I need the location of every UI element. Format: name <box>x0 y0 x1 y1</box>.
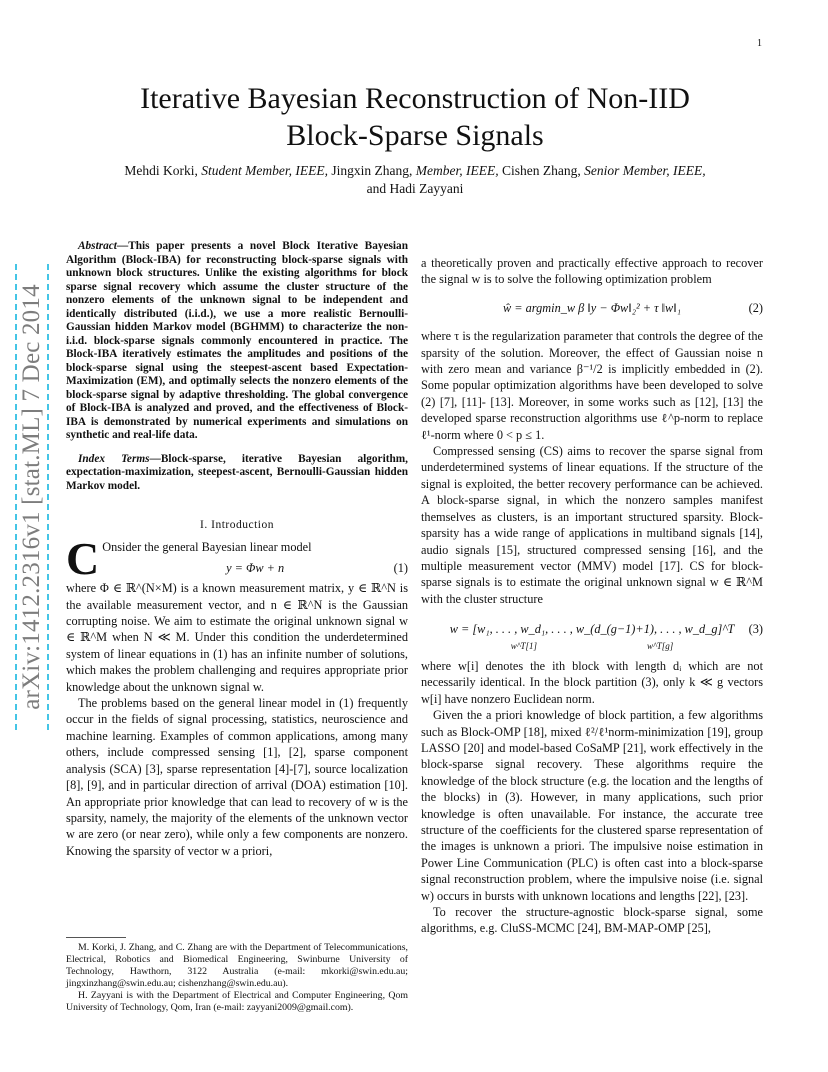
title-line-1: Iterative Bayesian Reconstruction of Non-IID <box>140 82 690 115</box>
abstract-lead: Abstract <box>78 240 117 252</box>
author-3: Cishen Zhang, <box>501 163 581 178</box>
right-column <box>421 255 763 937</box>
index-terms-text: —Block-sparse, iterative Bayesian algorithm, expectation-maximization, steepest-ascent, Bernoulli-Gaussian hidden Markov model. <box>66 452 408 492</box>
arxiv-identifier[interactable] <box>14 262 50 732</box>
author-2-role: Member, IEEE, <box>415 163 499 178</box>
right-paragraph-5: Given the a priori knowledge of block partition, a few algorithms such as Block-OMP [18], mixed ℓ²/ℓ¹norm-minimization [19], group LASSO [20] and model-based CoSaMP [21], work effectively in the block-sparse signal recovery. These algorithms require the knowledge of the block structure (e.g. the location and the lengths of the blocks) in (3). However, in many applications, such prior knowledge is often unavailable. For instance, the accurate tree structure of the coefficients for the clustered sparse representation of the images is unknown a priori. The impulsive noise estimation in Power Line Communication (PLC) is often cast into a block-sparse signal reconstruction problem, where the impulsive noise (i.e. signal w) occurs in bursts with unknown locations and lengths [22], [23]. <box>421 708 763 903</box>
equation-2-number: (2) <box>748 300 763 315</box>
left-column <box>66 240 408 859</box>
equation-2-body: ŵ = argmin_w β ‖y − Φw‖₂² + τ ‖w‖₁ <box>503 300 681 315</box>
abstract <box>66 240 408 443</box>
author-list <box>70 162 760 198</box>
author-4: and Hadi Zayyani <box>366 181 464 196</box>
arxiv-identifier-text: arXiv:1412.2316v1 [stat.ML] 7 Dec 2014 <box>18 284 45 710</box>
equation-3-underbrace-labels <box>511 638 674 654</box>
index-terms-lead: Index Terms <box>78 452 150 465</box>
page-number: 1 <box>757 38 762 49</box>
footnote-rule <box>66 937 126 938</box>
title-line-2: Block-Sparse Signals <box>286 119 544 152</box>
equation-3 <box>421 621 763 654</box>
right-paragraph-6: To recover the structure-agnostic block-sparse signal, some algorithms, e.g. CluSS-MCMC [24], BM-MAP-OMP [25], <box>421 905 763 936</box>
equation-1-number: (1) <box>393 560 408 575</box>
footnotes <box>66 937 408 1014</box>
abstract-text: —This paper presents a novel Block Iterative Bayesian Algorithm (Block-IBA) for reconstructing block-sparse signals with unknown block structures. Unlike the existing algorithms for block sparse signal recovery which assume the cluster structure of the nonzero elements of the unknown signal to be independent and identically distributed (i.i.d.), we use a more realistic Bernoulli-Gaussian hidden Markov model (BGHMM) to characterize the non-i.i.d. block-sparse signals commonly encountered in practice. The Block-IBA iteratively estimates the amplitudes and positions of the block-sparse signal using the steepest-ascent based Expectation-Maximization (EM), and optimally selects the nonzero elements of the block-sparse signal by adaptive thresholding. The global convergence of Block-IBA is analyzed and proved, and the effectiveness of Block-IBA is demonstrated by numerical experiments and simulations on synthetic and real-life data. <box>66 240 408 441</box>
section-heading-introduction: I. Introduction <box>200 519 274 531</box>
equation-3-label-1: w^T[1] <box>510 640 537 651</box>
footnote-1: M. Korki, J. Zhang, and C. Zhang are with the Department of Telecommunications, Electrical, Robotics and Biomedical Engineering, Swinburne University of Technology, Hawthorn, 3122 Australia (e-mail: mkorki@swin.edu.au; jingxinzhang@swin.edu.au; cishenzhang@swin.edu.au). <box>66 942 408 989</box>
equation-3-label-2: w^T[g] <box>647 640 674 651</box>
right-paragraph-2: where τ is the regularization parameter that controls the degree of the sparsity of the solution. Moreover, the effect of Gaussian noise n with zero mean and variance β⁻¹/2 is implicitly embedded in (2). Some popular optimization algorithms have been developed to solve (2) [7], [11]- [13]. Moreover, in some works such as [12], [13] the developed sparse reconstruction algorithms use ℓ^p-norm to replace ℓ¹-norm where 0 < p ≤ 1. <box>421 329 763 442</box>
author-1: Mehdi Korki, <box>124 163 198 178</box>
equation-2 <box>421 300 763 316</box>
author-2: Jingxin Zhang, <box>331 163 413 178</box>
index-terms <box>66 453 408 494</box>
dropcap: C <box>66 533 100 585</box>
author-1-role: Student Member, IEEE, <box>201 163 328 178</box>
author-3-role: Senior Member, IEEE, <box>584 163 706 178</box>
footnote-2: H. Zayyani is with the Department of Electrical and Computer Engineering, Qom University of Technology, Qom, Iran (e-mail: zayyani2009@gmail.com). <box>66 990 408 1013</box>
equation-1 <box>102 560 408 576</box>
equation-1-body: y = Φw + n <box>226 560 285 575</box>
equation-3-number: (3) <box>748 622 763 637</box>
equation-3-body: w = [w₁, . . . , w_d₁, . . . , w_(d_(g−1)+1), . . . , w_d_g]^T <box>449 622 735 637</box>
right-paragraph-1: a theoretically proven and practically effective approach to recover the signal w is to solve the following optimization problem <box>421 256 763 287</box>
intro-p1-rest: where Φ ∈ ℝ^(N×M) is a known measurement matrix, y ∈ ℝ^N is the available measurement vector, and n ∈ ℝ^N is the Gaussian corrupting noise. We aim to estimate the original unknown signal w ∈ ℝ^M when N ≪ M. Under this condition the underdetermined system of linear equations in (1) has an infinite number of solutions, which makes the problem challenging and requires appropriate prior knowledge about the unknown signal w. <box>66 581 408 694</box>
paper-title <box>70 80 760 154</box>
intro-paragraph-2: The problems based on the general linear model in (1) frequently occur in the fields of signal processing, statistics, neuroscience and machine learning. Examples of common applications, among many others, include compressed sensing [1], [2], sparse component analysis (SCA) [3], sparse representation [4]-[7], source localization [8], [9], and in particular direction of arrival (DOA) estimation [10]. An appropriate prior knowledge that can lead to recovery of w is the sparsity, namely, the majority of the elements of the unknown vector w are zero (or near zero), while only a few components are nonzero. Knowing the sparsity of vector w a priori, <box>66 696 408 858</box>
right-paragraph-3: Compressed sensing (CS) aims to recover the sparse signal from underdetermined systems of linear equations. If the structure of the signal is exploited, the better recovery performance can be achieved. A block-sparse signal, in which the nonzero samples manifest themselves as clusters, is an important structured sparsity. Block-sparsity has a wide range of applications in multiband signals [14], audio signals [15], structured compressed sensing [16], and the multiple measurement vector (MMV) model [17]. CS for block-sparse signals is to estimate the original unknown signal w ∈ ℝ^M with the cluster structure <box>421 444 763 606</box>
intro-p1-start: Onsider the general Bayesian linear model <box>102 540 312 555</box>
right-paragraph-4: where w[i] denotes the ith block with length dᵢ which are not necessarily identical. In the block partition (3), only k ≪ g vectors w[i] have nonzero Euclidean norm. <box>421 658 763 706</box>
